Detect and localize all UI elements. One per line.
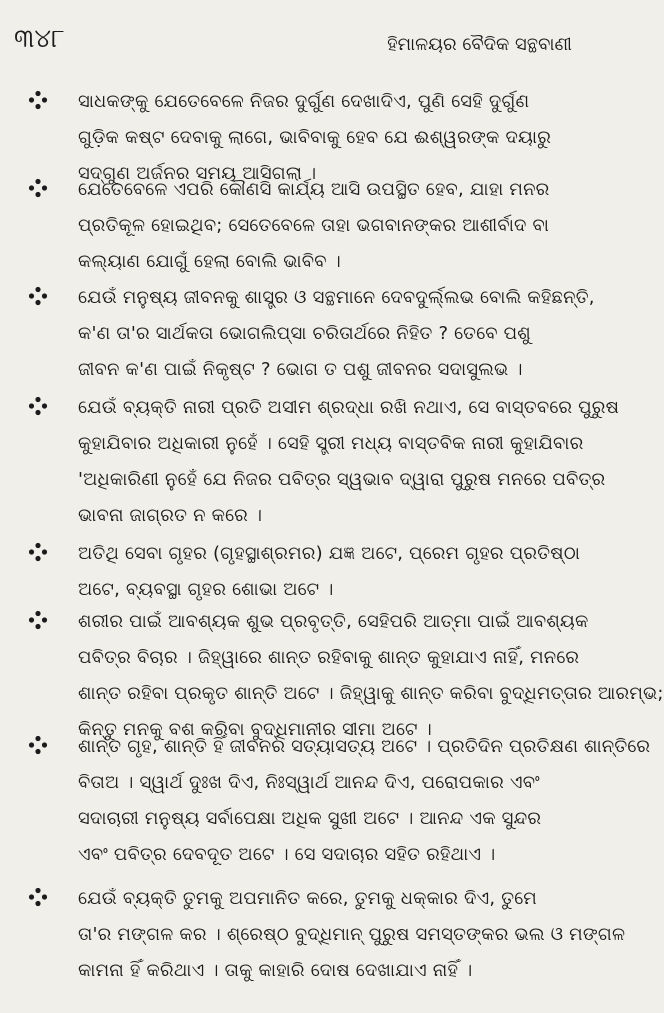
- text-line: ଅଟେ, ବ୍ୟବସ୍ଥା ଗୃହର ଶୋଭା ଅଟେ ।: [78, 579, 334, 600]
- page-number: ୩୪୮: [14, 24, 65, 54]
- diamond-dots-icon: [28, 396, 48, 416]
- diamond-dots-icon: [28, 178, 48, 198]
- text-line: ଶାନ୍ତ ଗୃହ, ଶାନ୍ତି ହିଁ ଜୀବନର ସତ୍ୟାସତ୍ୟ ଅଟେ । ପ୍ରତିଦିନ ପ୍ରତିକ୍ଷଣ ଶାନ୍ତିରେ: [78, 736, 651, 757]
- list-item-text: [78, 536, 583, 608]
- text-line: କ'ଣ ତା'ର ସାର୍ଥକତା ଭୋଗଲିପ୍ସା ଚରିତାର୍ଥରେ ନିହିତ ? ତେବେ ପଶୁ: [78, 323, 531, 344]
- text-line: ଯେଉଁ ବ୍ୟକ୍ତି ନାରୀ ପ୍ରତି ଅସୀମ ଶ୍ରଦ୍ଧା ରଖି ନଥାଏ, ସେ ବାସ୍ତବରେ ପୁରୁଷ: [78, 397, 620, 418]
- text-line: ତା'ର ମଙ୍ଗଳ କର । ଶ୍ରେଷ୍ଠ ବୁଦ୍ଧିମାନ୍ ପୁରୁଷ ସମସ୍ତଙ୍କର ଭଲ ଓ ମଙ୍ଗଳ: [78, 924, 626, 945]
- diamond-dots-icon: [28, 887, 48, 907]
- list-item-text: [78, 280, 595, 388]
- text-line: ପବିତ୍ର ବିଚାର । ଜିହ୍ୱାରେ ଶାନ୍ତ ରହିବାକୁ ଶାନ୍ତ କୁହାଯାଏ ନାହିଁ, ମନରେ: [78, 647, 580, 668]
- text-line: ଏବଂ ପବିତ୍ର ଦେବଦୂତ ଅଟେ । ସେ ସଦାଚାର ସହିତ ରହିଥାଏ ।: [78, 844, 496, 865]
- text-line: କୁହାଯିବାର ଅଧିକାରୀ ନୁହେଁ । ସେହି ସ୍ତ୍ରୀ ମଧ୍ୟ ବାସ୍ତବିକ ନାରୀ କୁହାଯିବାର: [78, 433, 584, 454]
- list-item-text: [78, 390, 620, 534]
- text-line: ଗୁଡ଼ିକ କଷ୍ଟ ଦେବାକୁ ଲାଗେ, ଭାବିବାକୁ ହେବ ଯେ ଈଶ୍ୱରଙ୍କ ଦୟାରୁ: [78, 127, 552, 148]
- text-line: କାମନା ହିଁ କରିଥାଏ । ତାକୁ କାହାରି ଦୋଷ ଦେଖାଯାଏ ନାହିଁ ।: [78, 960, 473, 981]
- page-header: [0, 0, 600, 70]
- text-line: 'ଅଧିକାରିଣୀ ନୁହେଁ ଯେ ନିଜର ପବିତ୍ର ସ୍ୱଭାବ ଦ୍ୱାରା ପୁରୁଷ ମନରେ ପବିତ୍ର: [78, 469, 606, 490]
- list-item-text: [78, 881, 626, 989]
- text-line: ଭାବନା ଜାଗ୍ରତ ନ କରେ ।: [78, 505, 263, 526]
- text-line: ସଦାଚାରୀ ମନୁଷ୍ୟ ସର୍ବାପେକ୍ଷା ଅଧିକ ସୁଖୀ ଅଟେ । ଆନନ୍ଦ ଏକ ସୁନ୍ଦର: [78, 808, 542, 829]
- text-line: ପ୍ରତିକୂଳ ହୋଇଥିବ; ସେତେବେଳେ ତାହା ଭଗବାନଙ୍କର ଆଶୀର୍ବାଦ ବା: [78, 215, 550, 236]
- diamond-dots-icon: [28, 542, 48, 562]
- text-line: ଯେଉଁ ବ୍ୟକ୍ତି ତୁମକୁ ଅପମାନିତ କରେ, ତୁମକୁ ଧକ୍କାର ଦିଏ, ତୁମେ: [78, 888, 537, 909]
- text-line: ସାଧକଙ୍କୁ ଯେତେବେଳେ ନିଜର ଦୁର୍ଗୁଣ ଦେଖାଦିଏ, ପୁଣି ସେହି ଦୁର୍ଗୁଣ: [78, 91, 530, 112]
- list-item-text: [78, 604, 664, 748]
- text-line: ଜୀବନ କ'ଣ ପାଇଁ ନିକୃଷ୍ଟ ? ଭୋଗ ତ ପଶୁ ଜୀବନର ସଦାସୁଲଭ ।: [78, 359, 523, 380]
- text-line: କିନ୍ତୁ ମନକୁ ବଶ କରିବା ବୁଦ୍ଧିମାନୀର ସୀମା ଅଟେ ।: [78, 719, 432, 740]
- diamond-dots-icon: [28, 90, 48, 110]
- diamond-dots-icon: [28, 610, 48, 630]
- text-line: ଶରୀର ପାଇଁ ଆବଶ୍ୟକ ଶୁଭ ପ୍ରବୃତ୍ତି, ସେହିପରି ଆତ୍ମା ପାଇଁ ଆବଶ୍ୟକ: [78, 611, 589, 632]
- text-line: ଯେତେବେଳେ ଏପରି କୌଣସି କାର୍ଯ୍ୟ ଆସି ଉପସ୍ଥିତ ହେବ, ଯାହା ମନର: [78, 179, 550, 200]
- text-line: କଲ୍ୟାଣ ଯୋଗୁଁ ହେଲା ବୋଲି ଭାବିବ ।: [78, 251, 341, 272]
- list-item-text: [78, 172, 583, 280]
- diamond-dots-icon: [28, 286, 48, 306]
- text-line: ଶାନ୍ତ ରହିବା ପ୍ରକୃତ ଶାନ୍ତି ଅଟେ । ଜିହ୍ୱାକୁ ଶାନ୍ତ କରିବା ବୁଦ୍ଧିମତ୍ତାର ଆରମ୍ଭ;: [78, 683, 664, 704]
- text-line: ଅତିଥି ସେବା ଗୃହର (ଗୃହସ୍ଥାଶ୍ରମର) ଯଜ୍ଞ ଅଟେ, ପ୍ରେମ ଗୃହର ପ୍ରତିଷ୍ଠା: [78, 543, 581, 564]
- text-line: ବିତାଅ । ସ୍ୱାର୍ଥ ଦୁଃଖ ଦିଏ, ନିଃସ୍ୱାର୍ଥ ଆନନ୍ଦ ଦିଏ, ପରୋପକାର ଏବଂ: [78, 772, 540, 793]
- text-line: ଯେଉଁ ମନୁଷ୍ୟ ଜୀବନକୁ ଶାସ୍ତ୍ର ଓ ସନ୍ଥମାନେ ଦେବଦୁର୍ଲ୍ଲଭ ବୋଲି କହିଛନ୍ତି,: [78, 287, 595, 308]
- diamond-dots-icon: [28, 735, 48, 755]
- running-title: ହିମାଳୟର ବୈଦିକ ସନ୍ଥବାଣୀ: [387, 34, 572, 55]
- list-item-text: [78, 729, 651, 873]
- text-line: ସଦ୍‌ଗୁଣ ଅର୍ଜନର ସମୟ ଆସିଗଲା ।: [78, 163, 317, 184]
